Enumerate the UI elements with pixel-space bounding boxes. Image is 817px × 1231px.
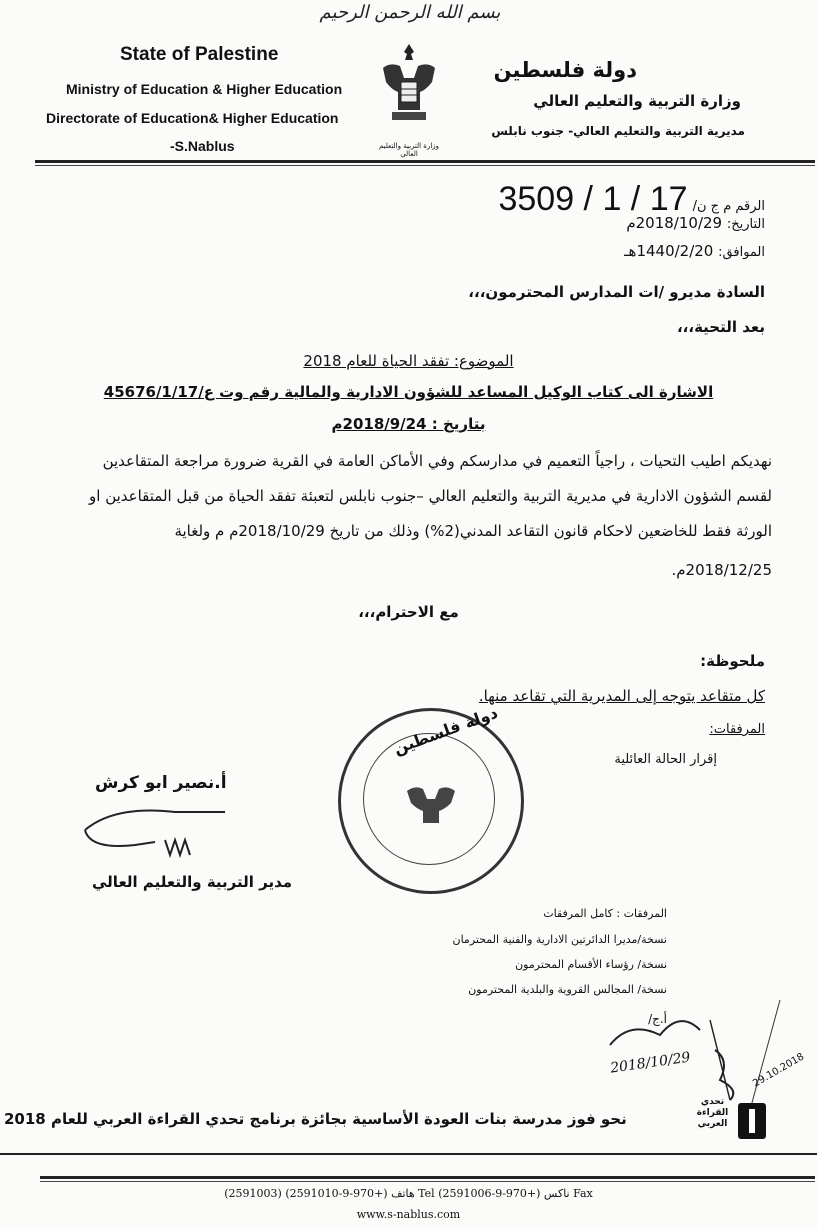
english-ministry: Ministry of Education & Higher Education bbox=[66, 81, 343, 97]
footer-divider bbox=[40, 1176, 815, 1179]
reference-date: بتاريخ : 2018/9/24م bbox=[331, 415, 486, 433]
reference-number-label: الرقم م ج ن/ bbox=[692, 199, 765, 214]
distribution-line-5: أ.ج/ bbox=[648, 1012, 667, 1026]
footer-contact: هاتف (+970-9-2591010) (2591003) Tel ناكس (+970-9-2591006) Fax bbox=[224, 1187, 593, 1200]
distribution-line-2: نسخة/مديرا الدائرتين الادارية والفنية المحترمان bbox=[452, 933, 667, 946]
reference-number-value: 3509 / 1 / 17 bbox=[498, 180, 688, 218]
handwritten-annotations bbox=[580, 1000, 810, 1110]
closing: مع الاحترام،،، bbox=[358, 603, 459, 621]
arabic-directorate: مديرية التربية والتعليم العالي- جنوب نابلس bbox=[491, 124, 745, 138]
distribution-line-1: المرفقات : كامل المرفقات bbox=[543, 907, 667, 920]
header-divider bbox=[35, 160, 815, 163]
banner-text: نحو فوز مدرسة بنات العودة الأساسية بجائزة برنامج تحدي القراءة العربي للعام 2018 bbox=[4, 1110, 627, 1128]
hijri-date-value: 1440/2/20هـ bbox=[624, 242, 714, 260]
stamp-eagle-icon bbox=[403, 773, 459, 829]
arabic-state-title: دولة فلسطين bbox=[493, 58, 637, 82]
subject-line: الموضوع: تفقد الحياة للعام 2018 bbox=[303, 352, 514, 370]
footer-website[interactable]: www.s-nablus.com bbox=[356, 1208, 461, 1221]
bismillah: بسم الله الرحمن الرحيم bbox=[319, 2, 501, 23]
arabic-ministry: وزارة التربية والتعليم العالي bbox=[533, 92, 741, 110]
greeting: بعد التحية،،، bbox=[676, 318, 765, 336]
date-value: 2018/10/29م bbox=[626, 214, 723, 232]
emblem-caption: وزارة التربية والتعليم العالي bbox=[378, 142, 440, 158]
body-line-1: نهديكم اطيب التحيات ، راجياً التعميم في مدارسكم وفي الأماكن العامة في القرية ضرورة مراجعة المتقاعدين bbox=[102, 452, 772, 470]
date-label: التاريخ: bbox=[726, 217, 765, 232]
signatory-name: أ.نصير ابو كرش bbox=[95, 773, 227, 793]
official-stamp bbox=[338, 702, 524, 894]
header-divider-thin bbox=[35, 165, 815, 166]
distribution-line-3: نسخة/ رؤساء الأقسام المحترمون bbox=[515, 958, 667, 971]
note-title: ملحوظة: bbox=[700, 652, 765, 670]
banner-divider bbox=[0, 1153, 817, 1155]
english-state-title: State of Palestine bbox=[120, 44, 279, 65]
handwritten-date: 29.10.2018 bbox=[751, 1051, 807, 1090]
logo-bar-icon bbox=[749, 1109, 755, 1133]
attachments-title: المرفقات: bbox=[709, 722, 765, 737]
english-region: -S.Nablus bbox=[170, 138, 235, 154]
palestine-eagle-emblem bbox=[378, 38, 440, 158]
note-text: كل متقاعد يتوجه إلى المديرية التي تقاعد منها. bbox=[478, 687, 765, 705]
hijri-date-label: الموافق: bbox=[718, 245, 765, 260]
body-line-3: الورثة فقط للخاضعين لاحكام قانون التقاعد المدني(2%) وذلك من تاريخ 2018/10/29م م ولغاية bbox=[174, 522, 772, 540]
reference-line: الاشارة الى كتاب الوكيل المساعد للشؤون الادارية والمالية رقم وت ع/45676/1/17 bbox=[103, 383, 714, 401]
eagle-icon bbox=[378, 38, 440, 138]
handwritten-date-2: 2018/10/29 bbox=[609, 1049, 692, 1077]
attachments-item: إقرار الحالة العائلية bbox=[614, 752, 717, 767]
addressee: السادة مديرو /ات المدارس المحترمون،،، bbox=[468, 283, 765, 301]
signatory-title: مدير التربية والتعليم العالي bbox=[92, 873, 293, 891]
reading-challenge-logo-text: تحدي القراءة العربي bbox=[696, 1097, 729, 1129]
stamp-text: دولة فلسطين bbox=[391, 702, 501, 759]
distribution-line-4: نسخة/ المجالس القروية والبلدية المحترمون bbox=[468, 983, 667, 996]
hijri-date-row bbox=[624, 242, 765, 260]
english-directorate: Directorate of Education& Higher Education bbox=[46, 110, 339, 126]
date-row bbox=[626, 214, 765, 232]
body-line-4: 2018/12/25م. bbox=[671, 561, 772, 579]
reading-challenge-logo bbox=[738, 1103, 766, 1139]
handwritten-signature bbox=[75, 800, 245, 860]
body-line-2: لقسم الشؤون الادارية في مديرية التربية والتعليم العالي –جنوب نابلس لتعبئة تفقد الحياة من قبل المتقاعدين او bbox=[89, 487, 772, 505]
footer-divider-thin bbox=[40, 1181, 815, 1182]
